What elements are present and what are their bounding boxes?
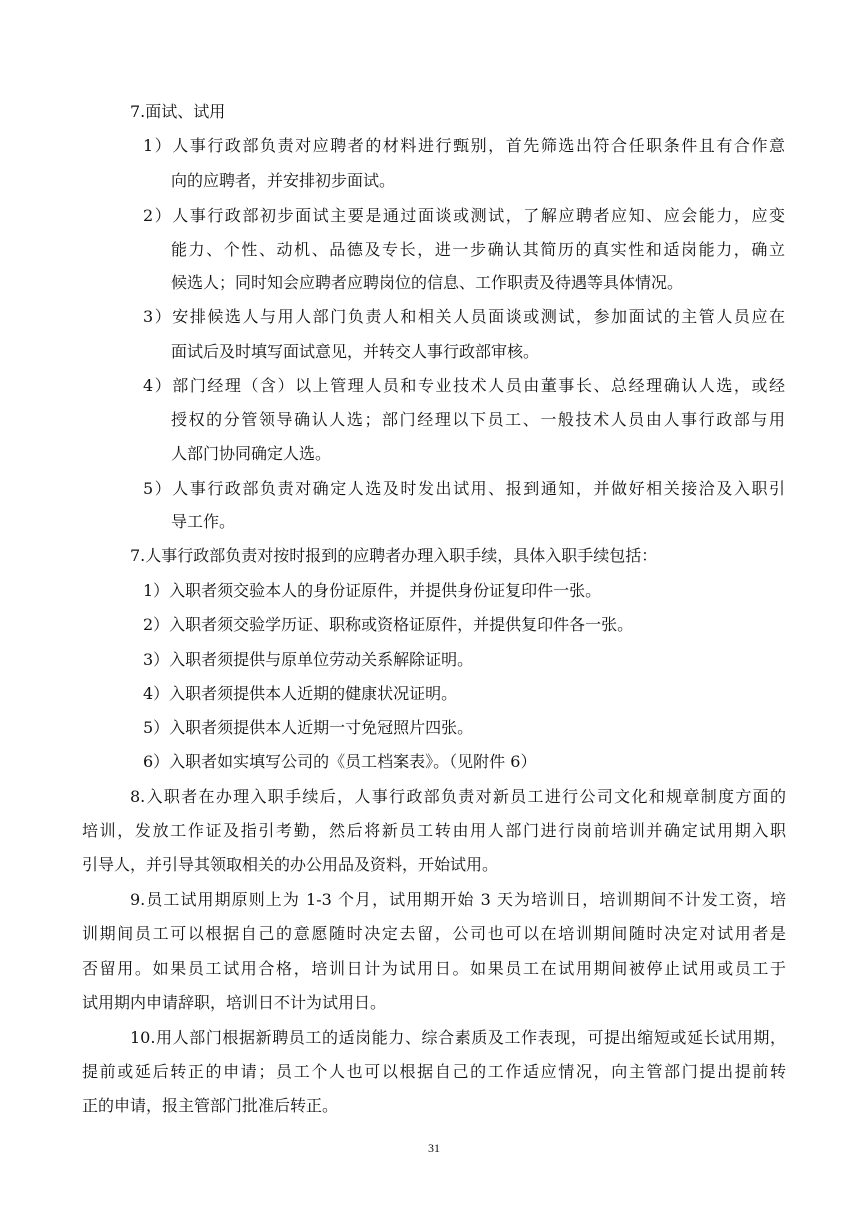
text-line: 8.入职者在办理入职手续后，人事行政部负责对新员工进行公司文化和规章制度方面的 [130, 787, 786, 806]
text-line: 导工作。 [171, 512, 236, 531]
text-line: 4）入职者须提供本人近期的健康状况证明。 [143, 684, 458, 703]
text-line: 培训，发放工作证及指引考勤，然后将新员工转由用人部门进行岗前培训并确定试用期入职 [82, 821, 786, 840]
text-line: 1）人事行政部负责对应聘者的材料进行甄别，首先筛选出符合任职条件且有合作意 [143, 136, 785, 155]
text-line: 5）人事行政部负责对确定人选及时发出试用、报到通知，并做好相关接洽及入职引 [143, 479, 785, 498]
text-line: 6）入职者如实填写公司的《员工档案表》。（见附件 6） [143, 752, 537, 771]
section-heading: 7.人事行政部负责对按时报到的应聘者办理入职手续，具体入职手续包括： [130, 546, 658, 565]
text-line: 试用期内申请辞职，培训日不计为试用日。 [82, 993, 387, 1012]
text-line: 3）安排候选人与用人部门负责人和相关人员面谈或测试，参加面试的主管人员应在 [143, 307, 785, 326]
text-line: 授权的分管领导确认人选；部门经理以下员工、一般技术人员由人事行政部与用 [171, 410, 785, 429]
text-line: 5）入职者须提供本人近期一寸免冠照片四张。 [143, 718, 474, 737]
text-line: 2）入职者须交验学历证、职称或资格证原件，并提供复印件各一张。 [143, 615, 634, 634]
text-line: 10.用人部门根据新聘员工的适岗能力、综合素质及工作表现，可提出缩短或延长试用期， [130, 1028, 786, 1047]
text-line: 正的申请，报主管部门批准后转正。 [82, 1096, 339, 1115]
text-line: 9.员工试用期原则上为 1-3 个月，试用期开始 3 天为培训日，培训期间不计发工资，培 [130, 890, 786, 909]
section-heading: 7.面试、试用 [130, 102, 226, 121]
page-number: 31 [428, 1141, 440, 1155]
text-line: 向的应聘者，并安排初步面试。 [171, 171, 396, 190]
text-line: 人部门协同确定人选。 [171, 444, 332, 463]
text-line: 能力、个性、动机、品德及专长，进一步确认其简历的真实性和适岗能力，确立 [171, 240, 785, 259]
text-line: 1）入职者须交验本人的身份证原件，并提供身份证复印件一张。 [143, 581, 602, 600]
text-line: 训期间员工可以根据自己的意愿随时决定去留，公司也可以在培训期间随时决定对试用者是 [82, 924, 786, 943]
text-line: 否留用。如果员工试用合格，培训日计为试用日。如果员工在试用期间被停止试用或员工于 [82, 959, 786, 978]
text-line: 4）部门经理（含）以上管理人员和专业技术人员由董事长、总经理确认人选，或经 [143, 376, 785, 395]
text-line: 候选人；同时知会应聘者应聘岗位的信息、工作职责及待遇等具体情况。 [171, 273, 684, 292]
text-line: 3）入职者须提供与原单位劳动关系解除证明。 [143, 650, 474, 669]
text-line: 2）人事行政部初步面试主要是通过面谈或测试，了解应聘者应知、应会能力，应变 [143, 206, 785, 225]
text-line: 引导人，并引导其领取相关的办公用品及资料，开始试用。 [82, 855, 499, 874]
text-line: 面试后及时填写面试意见，并转交人事行政部审核。 [171, 342, 540, 361]
text-line: 提前或延后转正的申请；员工个人也可以根据自己的工作适应情况，向主管部门提出提前转 [82, 1062, 786, 1081]
